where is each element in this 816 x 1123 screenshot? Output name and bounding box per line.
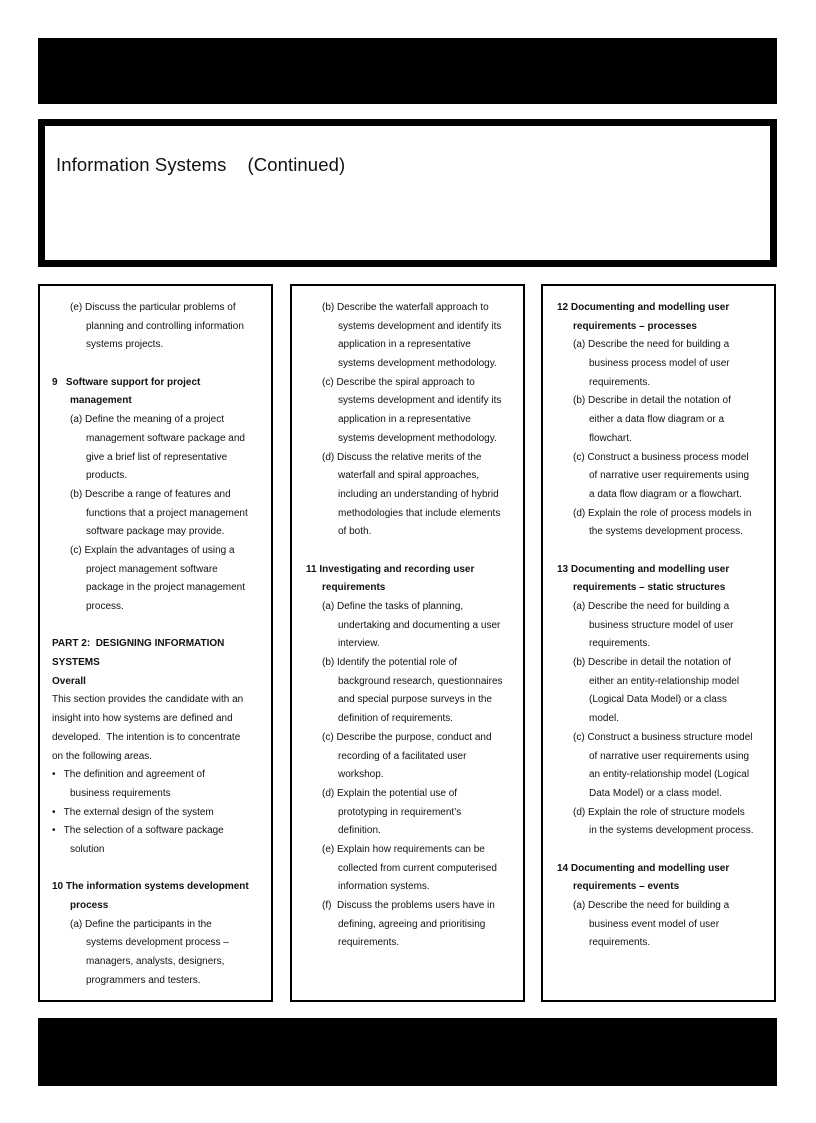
text-line: • The definition and agreement of [52,769,205,781]
text-line: 10 The information systems development [52,881,249,893]
text-line: SYSTEMS [52,657,100,669]
text-line: background research, questionnaires [338,675,503,687]
text-line: model. [589,713,620,725]
text-line: (c) Explain the advantages of using a [70,544,235,556]
text-line: Data Model) or a class model. [589,787,722,799]
text-line: (c) Describe the purpose, conduct and [322,731,492,743]
text-line: defining, agreeing and prioritising [338,918,486,930]
text-line: Overall [52,675,86,687]
text-line: products. [86,470,128,482]
spacer [40,860,271,879]
column-left-content [40,299,271,990]
text-line: 11 Investigating and recording user [306,563,475,575]
text-line: requirements. [589,638,651,650]
text-line: methodologies that include elements [338,507,501,519]
text-line: solution [70,843,105,855]
text-line: give a brief list of representative [86,451,228,463]
text-line: programmers and testers. [86,974,201,986]
text-line: (a) Describe the need for building a [573,601,730,612]
text-line: software package may provide. [86,526,225,538]
text-line: requirements [322,582,386,594]
text-line: 9 Software support for project [52,376,201,388]
text-line: workshop. [338,769,384,781]
text-line: developed. The intention is to concentrate [52,731,241,743]
text-line: requirements. [338,937,400,949]
text-line: (f) Discuss the problems users have in [322,900,495,911]
text-line: managers, analysts, designers, [86,956,225,968]
text-line: undertaking and documenting a user [338,619,501,631]
top-black-band [38,38,777,104]
text-line: planning and controlling information [86,320,244,332]
text-line: business requirements [70,787,171,799]
spacer [40,617,271,636]
text-line: management software package and [86,432,245,444]
text-line: of narrative user requirements using [589,750,750,762]
text-line: insight into how systems are defined and [52,713,233,725]
text-line: • The external design of the system [52,806,214,818]
text-line: definition of requirements. [338,713,454,725]
text-line: (a) Describe the need for building a [573,339,730,351]
text-line: on the following areas. [52,750,153,762]
column-middle-content [292,299,523,953]
text-line: (d) Explain the role of structure models [573,806,745,818]
text-line: a data flow diagram or a flowchart. [589,488,742,500]
text-line: requirements – processes [573,320,697,332]
text-line: • The selection of a software package [52,825,224,837]
text-line: process [70,900,109,911]
text-line: definition. [338,825,381,837]
text-line: (c) Construct a business process model [573,451,749,463]
text-line: 14 Documenting and modelling user [557,862,730,874]
text-line: including an understanding of hybrid [338,488,499,500]
column-left [38,284,273,1002]
column-right-content [543,299,774,953]
text-line: (a) Define the tasks of planning, [322,601,464,612]
text-line: of narrative user requirements using [589,470,750,482]
text-line: and special purpose surveys in the [338,694,492,706]
text-line: application in a representative [338,414,471,426]
text-line: systems development and identify its [338,320,502,332]
text-line: project management software [86,563,218,575]
text-line: interview. [338,638,380,650]
text-line: package in the project management [86,582,245,594]
text-line: functions that a project management [86,507,248,519]
spacer [40,355,271,374]
text-line: PART 2: DESIGNING INFORMATION [52,638,225,650]
text-line: requirements – static structures [573,582,726,594]
spacer [543,841,774,860]
text-line: (d) Explain the role of process models in [573,507,752,519]
text-line: systems development methodology. [338,358,497,370]
text-line: (c) Construct a business structure model [573,731,753,743]
text-line: systems development methodology. [338,432,497,444]
text-line: requirements. [589,937,651,949]
text-line: (b) Describe in detail the notation of [573,657,731,669]
column-middle [290,284,525,1002]
text-line: (b) Identify the potential role of [322,657,458,669]
text-line: waterfall and spiral approaches, [338,470,480,482]
text-line: (d) Explain the potential use of [322,787,458,799]
text-line: (a) Describe the need for building a [573,900,730,911]
text-line: This section provides the candidate with an [52,694,244,706]
text-line: an entity-relationship model (Logical [589,769,750,781]
text-line: (c) Describe the spiral approach to [322,376,475,388]
text-line: 12 Documenting and modelling user [557,302,730,313]
text-line: (d) Discuss the relative merits of the [322,451,482,463]
text-line: systems development process – [86,937,229,949]
text-line: requirements. [589,376,651,388]
text-line: prototyping in requirement’s [338,806,462,818]
text-line: requirements – events [573,881,680,893]
text-line: flowchart. [589,432,632,444]
text-line: process. [86,601,124,612]
text-line: (b) Describe in detail the notation of [573,395,731,407]
text-line: either a data flow diagram or a [589,414,725,426]
text-line: information systems. [338,881,430,893]
text-line: 13 Documenting and modelling user [557,563,730,575]
text-line: of both. [338,526,372,538]
text-line: (a) Define the participants in the [70,918,212,930]
text-line: (a) Define the meaning of a project [70,414,224,426]
text-line: either an entity-relationship model [589,675,740,687]
text-line: systems projects. [86,339,164,351]
text-line: (b) Describe a range of features and [70,488,231,500]
text-line: (Logical Data Model) or a class [589,694,727,706]
text-line: (b) Describe the waterfall approach to [322,302,489,313]
text-line: systems development and identify its [338,395,502,407]
text-line: management [70,395,132,407]
text-line: (e) Explain how requirements can be [322,843,485,855]
header-box [38,119,777,267]
bottom-black-band [38,1018,777,1086]
spacer [543,542,774,561]
spacer [292,542,523,561]
text-line: business process model of user [589,358,730,370]
column-right [541,284,776,1002]
text-line: collected from current computerised [338,862,497,874]
text-line: (e) Discuss the particular problems of [70,302,236,313]
text-line: in the systems development process. [589,825,754,837]
text-line: business structure model of user [589,619,734,631]
text-line: business event model of user [589,918,720,930]
text-line: the systems development process. [589,526,743,538]
page-title: Information Systems (Continued) [56,154,346,175]
text-line: recording of a facilitated user [338,750,467,762]
text-line: application in a representative [338,339,471,351]
